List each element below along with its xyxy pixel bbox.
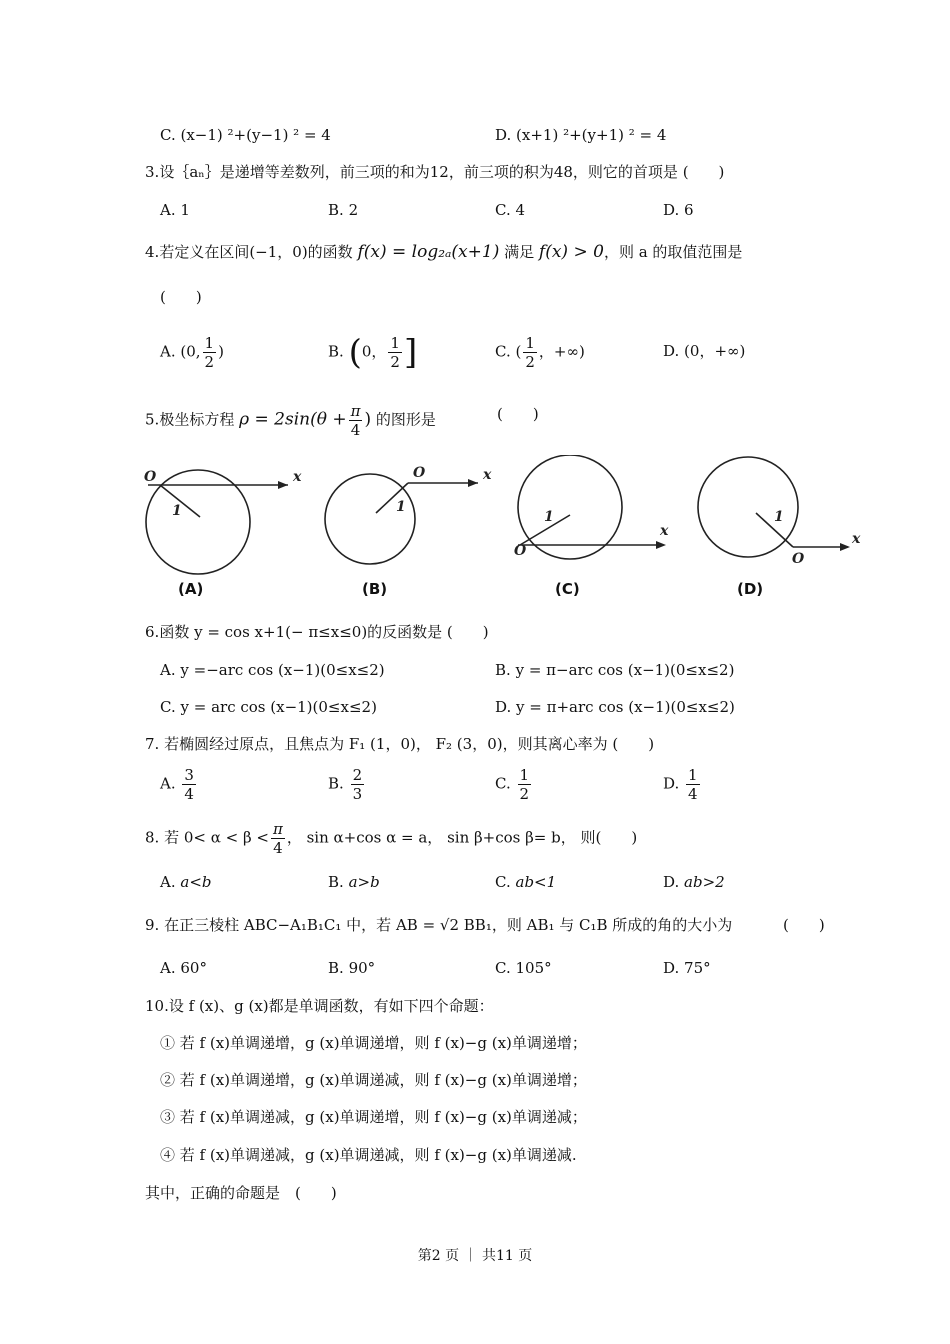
figure-d-radius-label: 1	[774, 509, 784, 525]
q8-option-b: B. a>b	[328, 873, 380, 891]
figure-d-arrow	[840, 543, 850, 551]
q7-option-c: C. $\frac{1}{2}$	[495, 766, 530, 803]
figure-c-axis-label: x	[660, 523, 669, 539]
figure-b-arrow	[468, 479, 478, 487]
q4-option-a: A. (0, $\frac{1}{2}$ )	[160, 334, 224, 371]
q6-option-b: B. y = π−arc cos (x−1)(0≤x≤2)	[495, 661, 735, 679]
figure-c-origin: O	[514, 543, 527, 559]
q10-prop-1: ① 若 f (x)单调递增，g (x)单调递增，则 f (x)−g (x)单调递增；	[160, 1034, 587, 1052]
q3-option-d: D. 6	[663, 201, 694, 219]
figure-d-circle	[698, 457, 798, 557]
q8-stem: 8. 若 0< α < β < $\frac{\pi}{4}$ ， sin α+cos α = a， sin β+cos β= b， 则( )	[145, 820, 638, 857]
figure-a-origin: O	[144, 469, 157, 485]
figure-d-origin: O	[792, 551, 805, 567]
q2-option-c: C. (x−1) ²+(y−1) ² = 4	[160, 126, 331, 144]
figure-b-caption: (B)	[362, 580, 388, 598]
q9-option-d: D. 75°	[663, 959, 711, 977]
figure-d-caption: (D)	[737, 580, 764, 598]
q7-option-b: B. $\frac{2}{3}$	[328, 766, 363, 803]
figure-c-radius-label: 1	[544, 509, 554, 525]
figure-a-caption: (A)	[178, 580, 204, 598]
q9-stem: 9. 在正三棱柱 ABC−A₁B₁C₁ 中，若 AB = √2 BB₁，则 AB₁ 与 C₁B 所成的角的大小为	[145, 916, 733, 934]
q10-prop-3: ③ 若 f (x)单调递减，g (x)单调递增，则 f (x)−g (x)单调递减；	[160, 1108, 587, 1126]
q8-option-d: D. ab>2	[663, 873, 725, 891]
q3-stem: 3.设｛aₙ｝是递增等差数列，前三项的和为12，前三项的积为48，则它的首项是 ( )	[145, 163, 725, 181]
figure-d-axis-label: x	[852, 531, 861, 547]
figure-a-axis-label: x	[293, 469, 302, 485]
q7-stem: 7. 若椭圆经过原点，且焦点为 F₁ (1，0)， F₂ (3，0)，则其离心率为 ( )	[145, 735, 655, 753]
figure-c-arrow	[656, 541, 666, 549]
q4-option-b: B. (0， $\frac{1}{2}$ ]	[328, 332, 418, 373]
q5-blank: ( )	[497, 405, 539, 423]
q5-figures	[138, 455, 908, 605]
q10-stem: 10.设 f (x)、g (x)都是单调函数，有如下四个命题：	[145, 997, 494, 1015]
q6-option-d: D. y = π+arc cos (x−1)(0≤x≤2)	[495, 698, 735, 716]
figure-c-caption: (C)	[555, 580, 580, 598]
figure-b-axis-label: x	[483, 467, 492, 483]
q3-option-c: C. 4	[495, 201, 526, 219]
q8-option-a: A. a<b	[160, 873, 212, 891]
figure-a-arrow	[278, 481, 288, 489]
q5-stem: 5.极坐标方程 ρ = 2sin(θ + $\frac{\pi}{4}$ ) 的图形是	[145, 402, 436, 439]
q6-option-c: C. y = arc cos (x−1)(0≤x≤2)	[160, 698, 377, 716]
q9-option-b: B. 90°	[328, 959, 376, 977]
q4-blank: ( )	[160, 288, 202, 306]
q4-condition: f(x) > 0	[538, 242, 604, 262]
q7-option-a: A. $\frac{3}{4}$	[160, 766, 194, 803]
figure-b-circle	[325, 474, 415, 564]
q10-conclusion: 其中，正确的命题是 ( )	[145, 1184, 337, 1202]
q9-option-c: C. 105°	[495, 959, 552, 977]
figure-c-circle	[518, 455, 622, 559]
figure-a-radius-label: 1	[172, 503, 182, 519]
q2-option-d: D. (x+1) ²+(y+1) ² = 4	[495, 126, 667, 144]
q4-formula: f(x) = log₂ₐ(x+1)	[357, 242, 500, 262]
q9-option-a: A. 60°	[160, 959, 207, 977]
q8-option-c: C. ab<1	[495, 873, 557, 891]
q3-option-a: A. 1	[160, 201, 190, 219]
q9-blank: ( )	[783, 916, 825, 934]
figure-b-origin: O	[413, 465, 426, 481]
q7-option-d: D. $\frac{1}{4}$	[663, 766, 698, 803]
q10-prop-2: ② 若 f (x)单调递增，g (x)单调递减，则 f (x)−g (x)单调递增；	[160, 1071, 587, 1089]
q10-prop-4: ④ 若 f (x)单调递减，g (x)单调递减，则 f (x)−g (x)单调递减.	[160, 1146, 577, 1164]
q6-stem: 6.函数 y = cos x+1(− π≤x≤0)的反函数是 ( )	[145, 623, 489, 641]
figure-b-radius-label: 1	[396, 499, 406, 515]
page-footer: 第2 页 ｜ 共11 页	[417, 1248, 533, 1264]
q4-stem: 4.若定义在区间(−1，0)的函数 f(x) = log₂ₐ(x+1) 满足 f(x) > 0，则 a 的取值范围是	[145, 242, 743, 262]
q4-option-c: C. ( $\frac{1}{2}$ ，+∞)	[495, 334, 585, 371]
q3-option-b: B. 2	[328, 201, 359, 219]
q4-option-d: D. (0，+∞)	[663, 342, 746, 360]
q6-option-a: A. y =−arc cos (x−1)(0≤x≤2)	[160, 661, 385, 679]
